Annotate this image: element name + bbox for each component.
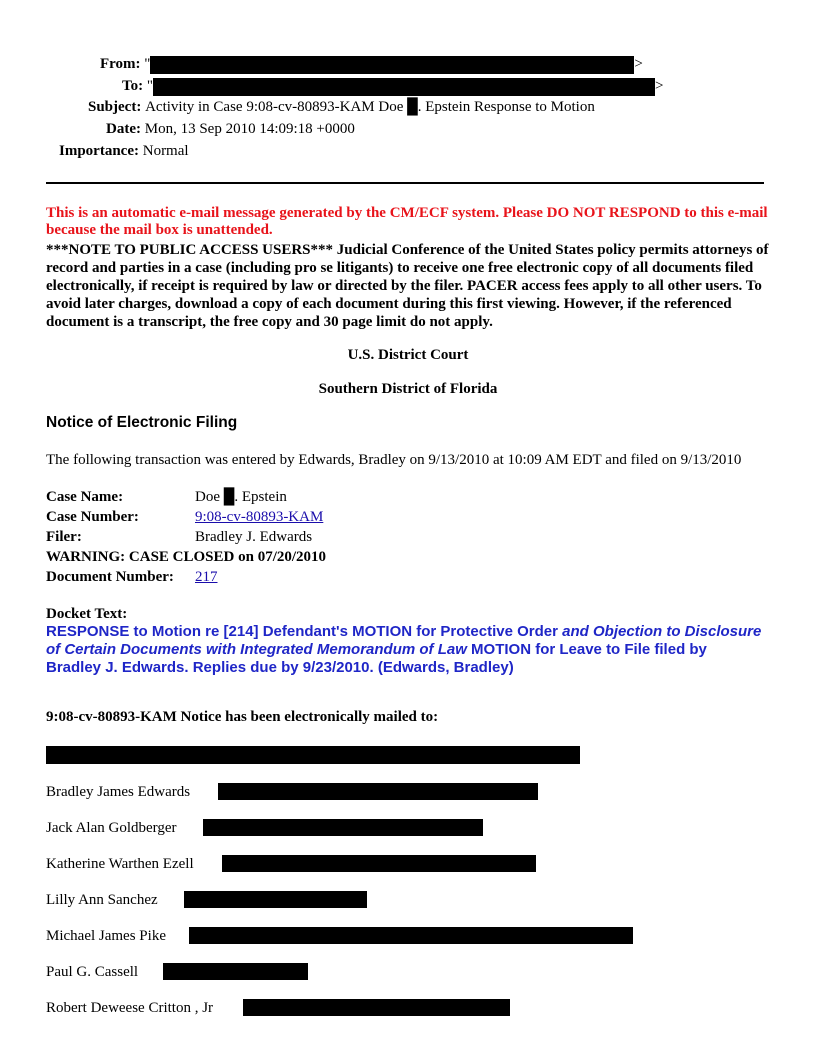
recipient-item (46, 998, 213, 1018)
recipient-item (46, 962, 138, 982)
case-number-label: Case Number: (46, 509, 139, 525)
to-row (122, 76, 663, 96)
filer-row (44, 527, 328, 547)
case-closed-row (44, 547, 328, 567)
document-number-label: Document Number: (46, 569, 174, 585)
case-name-label: Case Name: (46, 489, 124, 505)
docket-text-part2: MOTION for Leave to File filed by Bradley J. Edwards. Replies due by 9/23/2010. (Edwards, Bradley) (46, 641, 707, 676)
redaction-bar (203, 819, 483, 836)
redaction-bar (153, 78, 655, 96)
nef-title: Notice of Electronic Filing (46, 414, 238, 431)
recipient-name: Lilly Ann Sanchez (46, 892, 158, 908)
docket-text-label: Docket Text: (46, 606, 128, 622)
docket-text-italic: and Objection to Disclosure of Certain Documents with Integrated Memorandum of Law (46, 623, 762, 658)
case-number-row (44, 507, 328, 527)
redaction-bar (163, 963, 308, 980)
date-value: Mon, 13 Sep 2010 14:09:18 +0000 (144, 121, 355, 137)
recipient-name: Paul G. Cassell (46, 964, 139, 980)
to-suffix: > (655, 78, 664, 94)
importance-row (59, 141, 189, 161)
case-number-link[interactable]: 9:08-cv-80893-KAM (195, 509, 324, 525)
docket-text-part1: RESPONSE to Motion re [214] Defendant's MOTION for Protective Order (46, 623, 563, 640)
importance-value: Normal (142, 143, 189, 159)
date-label: Date: (106, 121, 141, 137)
filer-value: Bradley J. Edwards (195, 529, 313, 545)
recipient-item (46, 890, 158, 910)
from-label: From: (100, 56, 141, 72)
subject-row (88, 97, 595, 117)
mailed-to-heading: 9:08-cv-80893-KAM Notice has been electronically mailed to: (46, 709, 439, 725)
date-row (106, 119, 355, 139)
from-row (100, 54, 643, 74)
automatic-message-warning: This is an automatic e-mail message generated by the CM/ECF system. Please DO NOT RESPOND to this e-mail because the mail box is unattended. (46, 205, 768, 238)
redaction-bar (243, 999, 510, 1016)
recipient-item (46, 926, 166, 946)
header-divider (46, 182, 764, 184)
document-number-row (44, 567, 328, 587)
filer-label: Filer: (46, 529, 82, 545)
public-access-note: ***NOTE TO PUBLIC ACCESS USERS*** Judicial Conference of the United States policy permits attorneys of record and parties in a case (including pro se litigants) to receive one free electronic copy of all documents filed electronically, if receipt is required by law or directed by the filer. PACER access fees apply to all other users. To avoid later charges, download a copy of each document during this first viewing. However, if the referenced document is a transcript, the free copy and 30 page limit do not apply. (46, 242, 769, 330)
from-suffix: > (634, 56, 643, 72)
subject-label: Subject: (88, 99, 142, 115)
to-value (147, 76, 664, 96)
case-meta-table (44, 487, 328, 587)
docket-text (46, 623, 766, 677)
recipient-name: Jack Alan Goldberger (46, 820, 177, 836)
importance-label: Importance: (59, 143, 139, 159)
recipient-item (46, 818, 177, 838)
redaction-bar (222, 855, 536, 872)
case-closed-warning: WARNING: CASE CLOSED on 07/20/2010 (46, 549, 327, 565)
recipient-item (46, 782, 190, 802)
redaction-bar (218, 783, 538, 800)
from-prefix: " (144, 56, 151, 72)
case-name-value: Doe █. Epstein (195, 489, 287, 505)
from-value (144, 54, 643, 74)
recipient-name: Robert Deweese Critton , Jr (46, 1000, 214, 1016)
subject-value: Activity in Case 9:08-cv-80893-KAM Doe █. Epstein Response to Motion (145, 99, 595, 115)
recipient-name: Michael James Pike (46, 928, 166, 944)
to-prefix: " (146, 78, 153, 94)
district-name: Southern District of Florida (318, 381, 498, 397)
document-number-link[interactable]: 217 (195, 569, 218, 585)
recipient-name: Bradley James Edwards (46, 784, 191, 800)
redaction-bar (150, 56, 634, 74)
recipient-name: Katherine Warthen Ezell (46, 856, 194, 872)
redaction-bar (189, 927, 633, 944)
recipient-item (46, 854, 194, 874)
redaction-bar (46, 746, 580, 764)
court-name: U.S. District Court (347, 347, 469, 363)
case-name-row (44, 487, 328, 507)
transaction-text: The following transaction was entered by Edwards, Bradley on 9/13/2010 at 10:09 AM EDT and filed on 9/13/2010 (46, 452, 742, 468)
redaction-bar (184, 891, 367, 908)
to-label: To: (122, 78, 144, 94)
